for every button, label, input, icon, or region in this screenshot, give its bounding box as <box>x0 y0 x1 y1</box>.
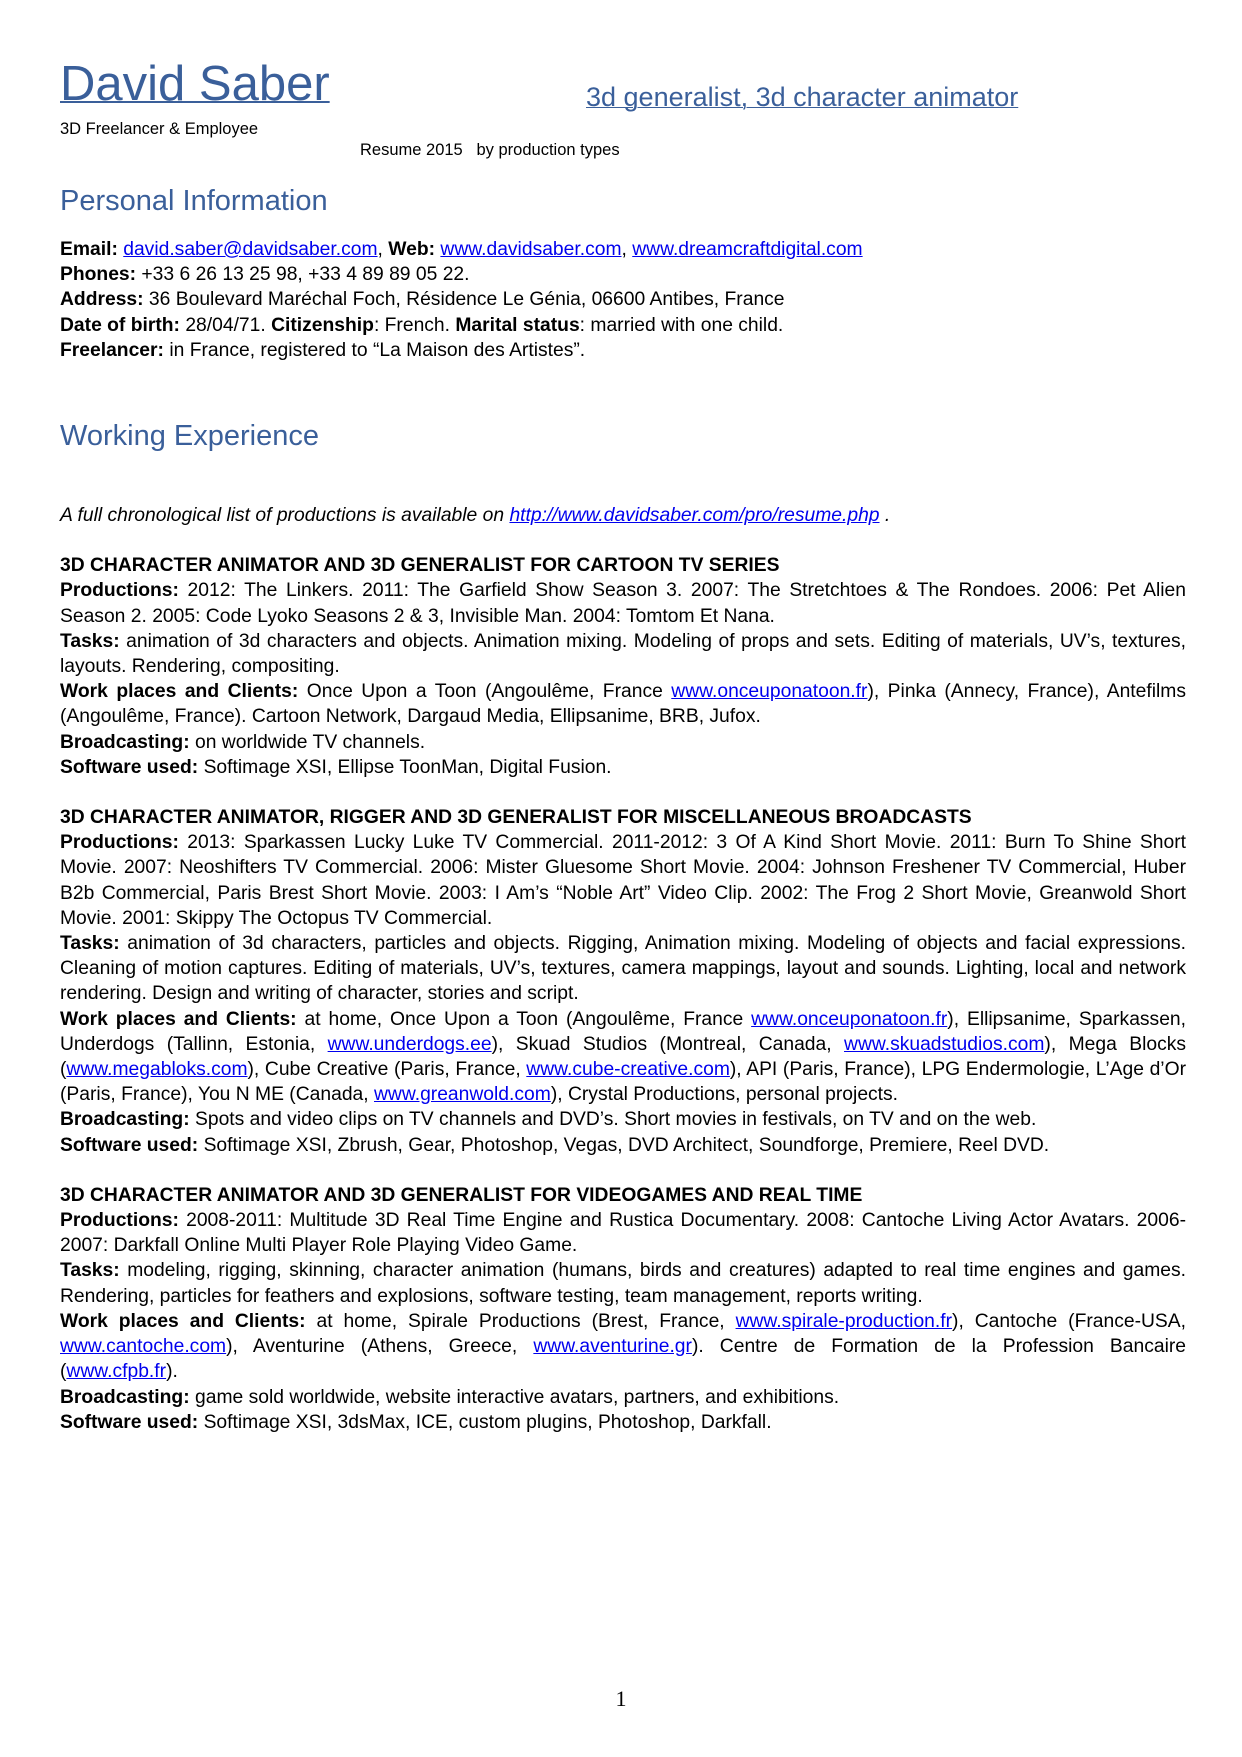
role-title: 3d generalist, 3d character animator <box>586 82 1019 112</box>
productions-label: Productions: <box>60 832 179 854</box>
games-work-text: ), Aventurine (Athens, Greece, <box>226 1336 534 1358</box>
games-productions-text: 2008-2011: Multitude 3D Real Time Engine and Rustica Documentary. 2008: Cantoche Living Actor Avatars. 2006-2007: Darkfall Online Multi Player Role Playing Video Game. <box>60 1210 1186 1257</box>
tv-broadcasting-text: on worldwide TV channels. <box>189 731 426 753</box>
games-broadcasting-text: game sold worldwide, website interactive avatars, partners, and exhibitions. <box>189 1386 840 1408</box>
games-software <box>60 1410 1186 1435</box>
tasks-label: Tasks: <box>60 933 120 955</box>
note-end: . <box>879 505 891 526</box>
tv-series-title: 3D CHARACTER ANIMATOR AND 3D GENERALIST FOR CARTOON TV SERIES <box>60 555 780 577</box>
tasks-label: Tasks: <box>60 1260 120 1282</box>
misc-broadcasting <box>60 1107 1186 1132</box>
work-label: Work places and Clients: <box>60 681 299 703</box>
software-label: Software used: <box>60 1134 199 1156</box>
phones-line <box>60 262 1186 287</box>
underdogs-link[interactable]: www.underdogs.ee <box>327 1033 492 1055</box>
misc-productions <box>60 830 1186 931</box>
games-work-text: ). <box>166 1361 178 1383</box>
cube-creative-link[interactable]: www.cube-creative.com <box>526 1059 730 1081</box>
games-work-text: at home, Spirale Productions (Brest, France, <box>305 1310 736 1332</box>
aventurine-link[interactable]: www.aventurine.gr <box>533 1336 692 1358</box>
misc-broadcasts-block <box>60 805 1186 1158</box>
misc-work-text: ), API (Paris, France), LPG Endermologie, L’Age d’Or (Paris, France), You N ME (Canada, <box>60 1059 1187 1106</box>
freelancer-value: in France, registered to “La Maison des Artistes”. <box>163 339 586 361</box>
games-work-text: ). Centre de Formation de la Profession Bancaire ( <box>60 1336 1186 1383</box>
resume-link[interactable]: http://www.davidsaber.com/pro/resume.php <box>509 505 880 526</box>
tv-tasks-text: animation of 3d characters and objects. Animation mixing. Modeling of props and sets. Editing of materials, UV’s, textures, layouts. Rendering, compositing. <box>60 630 1186 678</box>
phones-label: Phones: <box>60 264 137 286</box>
misc-work-text: ), Ellipsanime, Sparkassen, Underdogs (Tallinn, Estonia, <box>60 1008 1186 1055</box>
phones-value: +33 6 26 13 25 98, +33 4 89 89 05 22. <box>136 264 470 286</box>
spirale-link[interactable]: www.spirale-production.fr <box>735 1310 953 1332</box>
personal-info-heading: Personal Information <box>60 185 328 217</box>
tv-productions-text: 2012: The Linkers. 2011: The Garfield Show Season 3. 2007: The Stretchtoes & The Rondoes. 2006: Pet Alien Season 2. 2005: Code Lyoko Seasons 2 & 3, Invisible Man. 2004: Tomtom Et Nana. <box>60 580 1186 627</box>
tv-productions <box>60 578 1186 628</box>
broadcasting-label: Broadcasting: <box>60 1386 190 1408</box>
onceuponatoon-link[interactable]: www.onceuponatoon.fr <box>671 681 868 703</box>
games-title: 3D CHARACTER ANIMATOR AND 3D GENERALIST FOR VIDEOGAMES AND REAL TIME <box>60 1184 863 1206</box>
dob-value: 28/04/71. <box>179 314 272 336</box>
birth-line <box>60 313 1186 338</box>
tv-broadcasting <box>60 730 1186 755</box>
resume-caption: Resume 2015 by production types <box>360 141 620 159</box>
misc-work-places <box>60 1007 1186 1108</box>
misc-work-text: at home, Once Upon a Toon (Angoulême, France <box>296 1008 752 1030</box>
work-label: Work places and Clients: <box>60 1008 297 1030</box>
page-number: 1 <box>615 1686 627 1711</box>
broadcasting-label: Broadcasting: <box>60 1109 190 1131</box>
citizenship-value: : French. <box>373 314 456 336</box>
tv-work-places <box>60 679 1186 729</box>
software-label: Software used: <box>60 1411 199 1433</box>
note-text: A full chronological list of productions is available on <box>60 505 510 526</box>
tv-software <box>60 755 1186 780</box>
experience-note <box>60 503 1186 528</box>
email-line: Email: david.saber@davidsaber.com, Web: www.davidsaber.com, www.dreamcraftdigital.com <box>60 239 863 260</box>
games-tasks-text: modeling, rigging, skinning, character animation (humans, birds and creatures) adapted to real time engines and games. Rendering, particles for feathers and explosions, software testing, team management, reports writing. <box>60 1260 1186 1307</box>
tv-series-block <box>60 553 1186 780</box>
email-label: Email: <box>60 239 118 260</box>
personal-info <box>60 237 1186 363</box>
misc-work-text: ), Cube Creative (Paris, France, <box>247 1059 527 1081</box>
software-label: Software used: <box>60 756 199 778</box>
tasks-label: Tasks: <box>60 630 120 652</box>
misc-software-text: Softimage XSI, Zbrush, Gear, Photoshop, Vegas, DVD Architect, Soundforge, Premiere, Reel DVD. <box>198 1134 1050 1156</box>
greanwold-link[interactable]: www.greanwold.com <box>374 1084 551 1106</box>
dob-label: Date of birth: <box>60 314 180 336</box>
cfpb-link[interactable]: www.cfpb.fr <box>66 1361 167 1383</box>
productions-label: Productions: <box>60 580 179 602</box>
freelancer-label: Freelancer: <box>60 339 164 361</box>
address-line <box>60 287 1186 312</box>
candidate-name: David Saber <box>60 57 330 111</box>
broadcasting-label: Broadcasting: <box>60 731 190 753</box>
web-link-1[interactable]: www.davidsaber.com <box>440 239 622 260</box>
games-tasks <box>60 1258 1186 1308</box>
work-label: Work places and Clients: <box>60 1310 306 1332</box>
citizenship-label: Citizenship <box>271 314 374 336</box>
candidate-subtitle: 3D Freelancer & Employee <box>60 120 259 138</box>
games-broadcasting <box>60 1385 1186 1410</box>
web-label: Web: <box>388 239 436 260</box>
misc-tasks <box>60 931 1186 1007</box>
tv-tasks <box>60 629 1186 679</box>
address-value: 36 Boulevard Maréchal Foch, Résidence Le Génia, 06600 Antibes, France <box>143 289 785 311</box>
videogames-block <box>60 1183 1186 1435</box>
email-link[interactable]: david.saber@davidsaber.com <box>123 239 378 260</box>
tv-work-text: Once Upon a Toon (Angoulême, France <box>298 681 672 703</box>
tv-work-text: ), Pinka (Annecy, France), Antefilms (Angoulême, France). Cartoon Network, Dargaud Media, Ellipsanime, BRB, Jufox. <box>60 681 1187 728</box>
megabloks-link[interactable]: www.megabloks.com <box>66 1059 248 1081</box>
experience-heading: Working Experience <box>60 420 319 452</box>
productions-label: Productions: <box>60 1210 179 1232</box>
misc-software <box>60 1133 1186 1158</box>
games-work-places <box>60 1309 1186 1385</box>
misc-broadcasting-text: Spots and video clips on TV channels and DVD’s. Short movies in festivals, on TV and on the web. <box>189 1109 1037 1131</box>
onceuponatoon-link[interactable]: www.onceuponatoon.fr <box>751 1008 948 1030</box>
misc-tasks-text: animation of 3d characters, particles and objects. Rigging, Animation mixing. Modeling of objects and facial expressions. Cleaning of motion captures. Editing of materials, UV’s, textures, camera mappings, layout and sounds. Lighting, local and network rendering. Design and writing of character, stories and script. <box>60 933 1186 1005</box>
games-work-text: ), Cantoche (France-USA, <box>952 1310 1187 1332</box>
tv-software-text: Softimage XSI, Ellipse ToonMan, Digital Fusion. <box>198 756 612 778</box>
misc-work-text: ), Crystal Productions, personal projects. <box>550 1084 899 1106</box>
marital-label: Marital status <box>455 314 580 336</box>
marital-value: : married with one child. <box>579 314 784 336</box>
skuadstudios-link[interactable]: www.skuadstudios.com <box>844 1033 1045 1055</box>
experience-content <box>60 503 1186 1435</box>
cantoche-link[interactable]: www.cantoche.com <box>60 1336 227 1358</box>
web-link-2[interactable]: www.dreamcraftdigital.com <box>632 239 863 260</box>
misc-title: 3D CHARACTER ANIMATOR, RIGGER AND 3D GENERALIST FOR MISCELLANEOUS BROADCASTS <box>60 807 972 829</box>
games-productions <box>60 1208 1186 1258</box>
freelancer-line <box>60 338 1186 363</box>
misc-work-text: ), Skuad Studios (Montreal, Canada, <box>491 1033 845 1055</box>
games-software-text: Softimage XSI, 3dsMax, ICE, custom plugins, Photoshop, Darkfall. <box>198 1411 772 1433</box>
misc-work-text: ), Mega Blocks ( <box>60 1033 1186 1081</box>
address-label: Address: <box>60 289 144 311</box>
misc-productions-text: 2013: Sparkassen Lucky Luke TV Commercial. 2011-2012: 3 Of A Kind Short Movie. 2011: Burn To Shine Short Movie. 2007: Neoshifters TV Commercial. 2006: Mister Gluesome Short Movie. 2004: Johnson Freshener TV Commercial, Huber B2b Commercial, Paris Brest Short Movie. 2003: I Am’s “Noble Art” Video Clip. 2002: The Frog 2 Short Movie, Greanwold Short Movie. 2001: Skippy The Octopus TV Commercial. <box>60 832 1186 929</box>
